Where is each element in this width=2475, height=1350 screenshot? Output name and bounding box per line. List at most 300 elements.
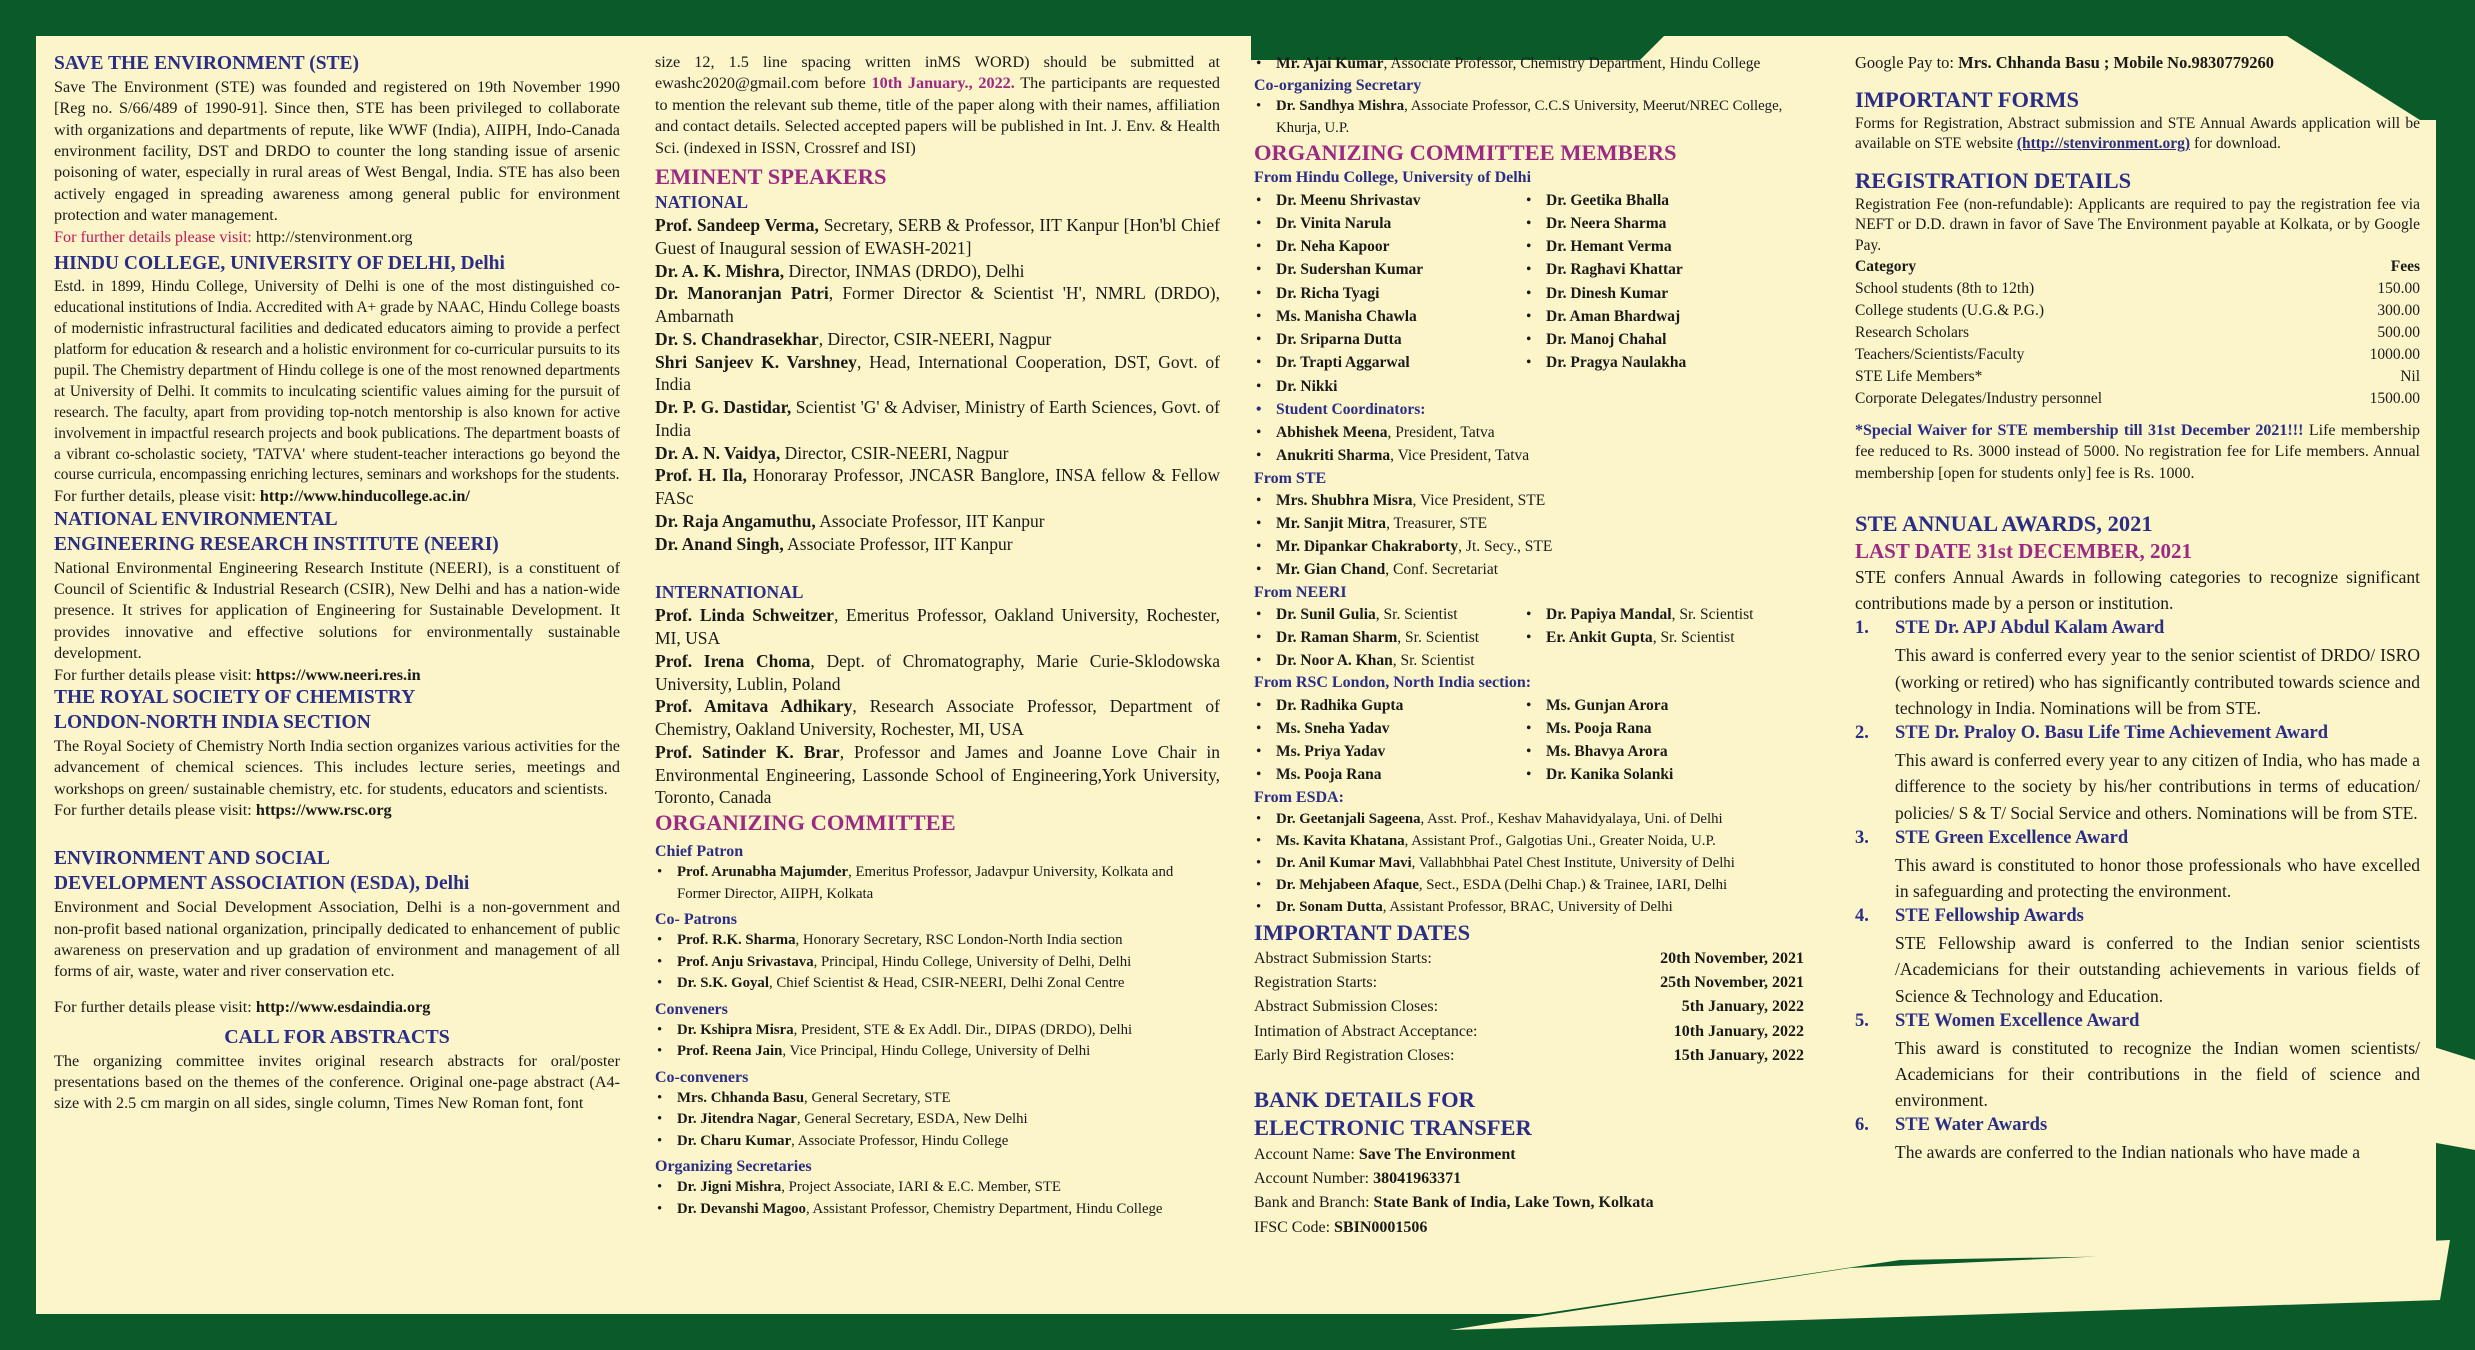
member-name: Dr. Pragya Naulakha (1546, 354, 1687, 372)
member-name: Dr. Devanshi Magoo (677, 1200, 806, 1217)
award-number: 4. (1855, 906, 1869, 927)
member-name: Dr. Geetika Bhalla (1546, 191, 1670, 209)
speaker-entry (655, 328, 1220, 351)
member-name: Dr. Jitendra Nagar (677, 1111, 797, 1128)
list-item (1254, 874, 1814, 896)
rsc-body: The Royal Society of Chemistry North India section organizes various activities for the advancement of chemical sciences. This includes lecture series, meetings and workshops on green/ sustainable chemistry, etc. for students, educators and scientists. (54, 736, 620, 798)
award-title (1855, 1009, 2420, 1035)
bank-row (1254, 1167, 1814, 1191)
member-name: Dr. Noor A. Khan (1276, 652, 1393, 670)
member-name: Dr. Sriparna Dutta (1276, 331, 1402, 348)
bank-value: 38041963371 (1373, 1169, 1462, 1187)
group-title: Organizing Secretaries (655, 1158, 812, 1176)
speaker-name: Prof. Irena Choma (655, 650, 811, 671)
list-item (1254, 212, 1524, 235)
list-item (655, 862, 1220, 905)
awards-list (1855, 616, 2420, 1165)
list-item (1254, 852, 1814, 874)
member-name: Prof. Anju Srivastava (677, 953, 814, 970)
member-name: Anukriti Sharma (1276, 447, 1391, 465)
cfa-deadline: 10th January., 2022. (871, 74, 1015, 93)
award-name: STE Women Excellence Award (1895, 1010, 2140, 1031)
member-list (1254, 489, 1814, 582)
hindu-body: Estd. in 1899, Hindu College, University of Delhi is one of the most distinguished co-educational institutions of India. Accredited with A+ grade by NAAC, Hindu College boasts of modernistic infrastructural facilities and dedicated educators aiming to provide a perfect platform for education & research and a holistic environment for co-curricular pursuits to its pupil. The Chemistry department of Hindu college is one of the most renowned departments at University of Delhi. It commits to inculcating scientific values aiming for the pursuit of research. The faculty, apart from providing top-notch mentorship is also known for active involvement in impactful research projects and book publications. The department boasts of a vibrant co-scholastic society, 'TATVA' where student-teacher interactions go beyond the course curricula, encompassing enriching lectures, seminars and workshops for the students. (54, 277, 620, 484)
member-name: Dr. Dinesh Kumar (1546, 284, 1669, 302)
neeri-sub: From NEERI (1254, 583, 1347, 601)
group-title: Co-conveners (655, 1068, 749, 1086)
list-item (1254, 189, 1524, 212)
speaker-desc: Honoraray Professor, JNCASR Banglore, INSA fellow & Fellow FASc (655, 465, 1220, 509)
award-body: This award is constituted to honor those professionals who have excelled in safeguarding and protecting the environment. (1895, 854, 2420, 901)
fee-row (1855, 344, 2420, 366)
group-list (655, 1088, 1220, 1152)
list-item (655, 1177, 1220, 1198)
fee-category: Teachers/Scientists/Faculty (1855, 346, 2025, 364)
list-item (655, 1088, 1220, 1109)
award-number: 6. (1855, 1115, 1869, 1136)
member-name: Prof. Arunabha Majumder (677, 864, 849, 881)
fee-amount: 150.00 (2377, 280, 2420, 298)
list-item (655, 1020, 1220, 1041)
member-name: Dr. Sudershan Kumar (1276, 261, 1424, 279)
awards-title: STE ANNUAL AWARDS, 2021 (1855, 510, 2153, 536)
list-item: • Mr. Ajai Kumar, Associate Professor, Chemistry Department, Hindu College (1254, 52, 1814, 75)
speaker-desc: Scientist 'G' & Adviser, Ministry of Earth Sciences, Govt. of India (655, 397, 1221, 440)
member-name: Ms. Gunjan Arora (1546, 696, 1669, 714)
list-item (1254, 717, 1524, 740)
member-desc: , Sect., ESDA (Delhi Chap.) & Trainee, IARI, Delhi (1418, 877, 1728, 894)
cfa-title: CALL FOR ABSTRACTS (224, 1026, 450, 1049)
rsc-title-1: THE ROYAL SOCIETY OF CHEMISTRY (54, 686, 416, 708)
member-name: Ms. Manisha Chawla (1276, 307, 1417, 325)
speaker-name: Prof. Satinder K. Brar (655, 741, 840, 762)
rsc-title-2: LONDON-NORTH INDIA SECTION (54, 711, 371, 733)
list-item (1254, 740, 1524, 763)
group-title: Co- Patrons (655, 911, 737, 929)
list-item (655, 973, 1220, 994)
member-desc: , Sr. Scientist (1392, 652, 1475, 670)
member-name: Dr. Sunil Gulia (1276, 605, 1376, 623)
hindu-more: For further details, please visit: http://www.hinducollege.ac.in/ (54, 487, 470, 506)
ocm-title: ORGANIZING COMMITTEE MEMBERS (1254, 140, 1677, 166)
member-name: Dr. S.K. Goyal (677, 975, 769, 992)
group-list (655, 1177, 1220, 1220)
esda-more: For further details please visit: http://www.esdaindia.org (54, 997, 431, 1016)
fee-category: Corporate Delegates/Industry personnel (1855, 390, 2103, 408)
member-desc: , Honorary Secretary, RSC London-North India section (795, 932, 1123, 949)
member-desc: , Vice Principal, Hindu College, University of Delhi (782, 1043, 1091, 1060)
reg-body: Registration Fee (non-refundable): Applicants are required to pay the registration fee via NEFT or D.D. drawn in favor of Save The Environment payable at Kolkata, or by Google Pay. (1855, 195, 2420, 254)
hindu-sub: From Hindu College, University of Delhi (1254, 169, 1532, 187)
member-name: Mrs. Shubhra Misra (1276, 491, 1413, 509)
list-item (1254, 305, 1524, 328)
member-name: Dr. Papiya Mandal (1546, 605, 1672, 623)
bank-row (1254, 1191, 1814, 1215)
student-title: • Student Coordinators: (1254, 398, 1814, 421)
reg-title: REGISTRATION DETAILS (1855, 167, 2132, 193)
bank-details (1254, 1143, 1814, 1240)
list-item (1254, 603, 1524, 626)
date-row (1254, 995, 1804, 1019)
fee-amount: 1000.00 (2369, 346, 2420, 364)
list-item (655, 1131, 1220, 1152)
member-desc: , Principal, Hindu College, University of Delhi, Delhi (813, 953, 1132, 970)
member-name: Dr. Charu Kumar (677, 1132, 792, 1149)
member-desc: , Jt. Secy., STE (1458, 538, 1553, 556)
fee-row (1855, 366, 2420, 388)
member-name: Dr. Vinita Narula (1276, 214, 1392, 232)
fee-amount: 300.00 (2377, 302, 2420, 320)
speaker-name: Shri Sanjeev K. Varshney (655, 351, 857, 372)
award-body: This award is conferred every year to any citizen of India, who has made a difference to the society by his/her contributions in terms of education/ policies/ S & T/ Social Service and others. Nominations will be from STE. (1895, 750, 2420, 823)
list-item (1254, 235, 1524, 258)
speaker-entry (655, 351, 1220, 397)
award-body: STE Fellowship award is conferred to the Indian senior scientists /Academicians for their outstanding achievements in various fields of Science & Technology and Education. (1895, 933, 2420, 1006)
member-list (1254, 189, 1524, 398)
national-title: NATIONAL (655, 192, 749, 212)
list-item (1524, 189, 1814, 212)
eminent-title: EMINENT SPEAKERS (655, 163, 887, 189)
speaker-entry (655, 214, 1220, 260)
group-title: Chief Patron (655, 843, 744, 861)
date-value: 20th November, 2021 (1660, 949, 1804, 967)
list-item (1524, 258, 1814, 281)
member-name: Ms. Kavita Khatana (1276, 832, 1405, 849)
speaker-entry (655, 650, 1220, 696)
group-list (655, 930, 1220, 994)
fee-amount: Nil (2400, 368, 2420, 386)
member-name: Dr. Neera Sharma (1546, 214, 1667, 232)
speaker-name: Prof. Sandeep Verma, (655, 215, 819, 236)
fee-row (1855, 300, 2420, 322)
group-list (655, 862, 1220, 905)
column-1 (54, 52, 620, 1115)
date-value: 25th November, 2021 (1660, 974, 1804, 992)
fee-amount: 500.00 (2377, 324, 2420, 342)
speaker-entry (655, 741, 1220, 809)
org-committee-title: ORGANIZING COMMITTEE (655, 810, 956, 836)
award-name: STE Dr. APJ Abdul Kalam Award (1895, 618, 2165, 639)
esda-title-2: DEVELOPMENT ASSOCIATION (ESDA), Delhi (54, 873, 470, 895)
list-item (1254, 375, 1524, 398)
speaker-desc: Director, CSIR-NEERI, Nagpur (780, 442, 1009, 463)
member-desc: , Emeritus Professor, Jadavpur University, Kolkata and Former Director, AIIPH, Kolkata (677, 864, 1174, 902)
fees-table (1855, 256, 2420, 410)
ste-link[interactable]: http://stenvironment.org (255, 227, 413, 246)
speaker-desc: , Emeritus Professor, Oakland University, Rochester, MI, USA (655, 605, 1220, 649)
list-item (655, 930, 1220, 951)
ste-more: For further details please visit: http://stenvironment.org (54, 227, 413, 246)
list-item (1524, 740, 1814, 763)
award-body: This award is constituted to recognize the Indian women scientists/ Academicians for their contributions in the field of science and environment. (1895, 1037, 2420, 1111)
member-name: Dr. Raghavi Khattar (1546, 261, 1683, 279)
ste-sub: From STE (1254, 469, 1327, 487)
speaker-entry (655, 533, 1220, 556)
member-desc: , General Secretary, ESDA, New Delhi (796, 1111, 1028, 1128)
org-committee-groups (655, 841, 1220, 1220)
member-name: Dr. Kshipra Misra (677, 1021, 794, 1038)
date-value: 15th January, 2022 (1673, 1047, 1804, 1064)
award-title (1855, 1113, 2420, 1139)
speaker-entry (655, 510, 1220, 533)
speaker-entry (655, 282, 1220, 328)
speaker-name: Dr. S. Chandrasekhar (655, 328, 819, 349)
hindu-title: HINDU COLLEGE, UNIVERSITY OF DELHI, Delhi (54, 252, 505, 274)
speaker-name: Dr. Anand Singh, (655, 533, 784, 554)
date-value: 5th January, 2022 (1681, 998, 1804, 1016)
rsc-members (1254, 694, 1814, 787)
date-label: Abstract Submission Starts: (1254, 949, 1432, 967)
member-name: Dr. Neha Kapoor (1276, 238, 1390, 255)
member-name: Ms. Priya Yadav (1276, 743, 1386, 761)
member-desc: , Assistant Professor, Chemistry Department, Hindu College (805, 1200, 1163, 1217)
column-2 (655, 52, 1220, 1220)
speaker-name: Dr. P. G. Dastidar, (655, 397, 792, 418)
bank-title-2: ELECTRONIC TRANSFER (1254, 1115, 1532, 1141)
hindu-link[interactable]: http://www.hinducollege.ac.in/ (259, 487, 470, 506)
bank-label: Bank and Branch: (1254, 1194, 1374, 1212)
member-list (1254, 808, 1814, 919)
award-name: STE Green Excellence Award (1895, 827, 2129, 848)
ste-title: SAVE THE ENVIRONMENT (STE) (54, 53, 360, 74)
member-name: Prof. R.K. Sharma (677, 932, 796, 949)
international-speakers (655, 604, 1220, 809)
fee-category: School students (8th to 12th) (1855, 280, 2035, 298)
last-date: LAST DATE 31st DECEMBER, 2021 (1855, 538, 2193, 563)
member-desc: , Asst. Prof., Keshav Mahavidyalaya, Uni. of Delhi (1420, 810, 1723, 827)
speaker-desc: Associate Professor, IIT Kanpur (783, 533, 1013, 554)
list-item (1524, 235, 1814, 258)
award-body: The awards are conferred to the Indian nationals who have made a (1895, 1142, 2361, 1163)
member-name: Ms. Sneha Yadav (1276, 719, 1390, 737)
list-item (1254, 808, 1814, 830)
member-name: Mr. Sanjit Mitra (1276, 514, 1387, 532)
list-item (1254, 258, 1524, 281)
list-item (1524, 282, 1814, 305)
list-item (1524, 763, 1814, 786)
esda-body: Environment and Social Development Association, Delhi is a non-government and non-profit based national organization, principally dedicated to enhancement of public awareness on preservation and up gradation of environment and management of all forms of air, waste, water and river conservation etc. (54, 898, 620, 981)
member-desc: , Project Associate, IARI & E.C. Member, STE (781, 1179, 1061, 1196)
speaker-name: Prof. Linda Schweitzer (655, 605, 834, 626)
member-name: Mrs. Chhanda Basu (677, 1089, 805, 1106)
bank-value: SBIN0001506 (1334, 1218, 1428, 1236)
rsc-link[interactable]: https://www.rsc.org (255, 801, 392, 819)
speaker-desc: Director, INMAS (DRDO), Delhi (784, 260, 1025, 281)
neeri-members (1254, 603, 1814, 673)
list-item: • Dr. Sandhya Mishra, Associate Professor, C.C.S University, Meerut/NREC College, Khurja, U.P. (1254, 96, 1814, 139)
bank-value: Save The Environment (1358, 1145, 1516, 1163)
award-title (1855, 904, 2420, 930)
member-name: Dr. Anil Kumar Mavi (1276, 855, 1412, 872)
list-item (1254, 763, 1524, 786)
list-item (1254, 649, 1524, 672)
fee-row (1855, 388, 2420, 410)
award-number: 1. (1855, 618, 1869, 639)
award-title (1855, 616, 2420, 642)
member-list (1524, 189, 1814, 398)
list-item (1254, 444, 1814, 467)
member-name: Dr. Trapti Aggarwal (1276, 354, 1410, 372)
list-item (1524, 694, 1814, 717)
fee-category: College students (U.G.& P.G.) (1855, 302, 2045, 320)
member-name: Dr. Mehjabeen Afaque (1276, 877, 1419, 894)
ste-website-link[interactable]: (http://stenvironment.org) (2016, 135, 2191, 153)
list-item (655, 952, 1220, 973)
list-item (1254, 421, 1814, 444)
hindu-members (1254, 189, 1814, 398)
fee-amount: 1500.00 (2369, 390, 2420, 408)
neeri-more: For further details please visit: https://www.neeri.res.in (54, 665, 421, 684)
award-name: STE Dr. Praloy O. Basu Life Time Achievement Award (1895, 723, 2329, 744)
international-title: INTERNATIONAL (655, 582, 804, 603)
member-desc: , President, Tatva (1387, 424, 1495, 441)
member-name: Dr. Sonam Dutta (1276, 899, 1383, 916)
member-name: Dr. Raman Sharm (1276, 628, 1398, 646)
list-item (1254, 328, 1524, 351)
list-item (655, 1041, 1220, 1062)
esda-link[interactable]: http://www.esdaindia.org (255, 997, 431, 1016)
member-name: Dr. Hemant Verma (1546, 238, 1672, 255)
member-desc: , Vallabhbhai Patel Chest Institute, University of Delhi (1411, 855, 1735, 872)
member-desc: , Vice President, Tatva (1390, 447, 1530, 465)
fee-category: Research Scholars (1855, 324, 1970, 342)
member-name: Dr. Richa Tyagi (1276, 284, 1380, 302)
member-name: Dr. Radhika Gupta (1276, 696, 1404, 714)
member-name: Mr. Gian Chand (1276, 561, 1386, 579)
national-speakers (655, 214, 1220, 555)
award-number: 2. (1855, 723, 1869, 744)
member-list (1254, 421, 1814, 468)
column-4 (1855, 52, 2420, 1166)
speaker-name: Dr. A. N. Vaidya, (655, 442, 781, 463)
list-item (1524, 212, 1814, 235)
member-name: Ms. Pooja Rana (1276, 766, 1382, 784)
speaker-entry (655, 604, 1220, 650)
speaker-desc: , Head, International Cooperation, DST, Govt. of India (655, 351, 1220, 395)
forms-title: IMPORTANT FORMS (1855, 86, 2080, 112)
list-item (1254, 512, 1814, 535)
speaker-desc: , Research Associate Professor, Department of Chemistry, Oakland University, Rochester, MI, USA (655, 696, 1220, 740)
member-desc: , Assistant Prof., Galgotias Uni., Greater Noida, U.P. (1404, 832, 1716, 849)
fee-row (1855, 278, 2420, 300)
list-item (1524, 717, 1814, 740)
date-row (1254, 971, 1804, 995)
speaker-entry (655, 442, 1220, 465)
member-name: Dr. Jigni Mishra (677, 1179, 782, 1196)
fee-row (1855, 322, 2420, 344)
list-item (1254, 489, 1814, 512)
member-list (1524, 694, 1814, 787)
group-title: Conveners (655, 1000, 728, 1018)
award-name: STE Fellowship Awards (1895, 906, 2084, 927)
member-desc: , Vice President, STE (1412, 491, 1546, 509)
cfa-body: The organizing committee invites original research abstracts for oral/poster presentations based on the themes of the conference. Original one-page abstract (A4-size with 2.5 cm margin on all sides, single column, Times New Roman font, font (54, 1051, 620, 1113)
fee-category: STE Life Members* (1855, 368, 1983, 386)
date-row (1254, 947, 1804, 971)
speaker-name: Dr. Raja Angamuthu, (655, 510, 816, 531)
member-name: Dr. Meenu Shrivastav (1276, 191, 1421, 209)
list-item (1524, 351, 1814, 374)
bank-label: IFSC Code: (1254, 1218, 1335, 1236)
list-item (1254, 626, 1524, 649)
speaker-name: Prof. Amitava Adhikary (655, 696, 853, 717)
column-3 (1254, 52, 1814, 1240)
rsc-more: For further details please visit: https://www.rsc.org (54, 801, 392, 819)
member-desc: , General Secretary, STE (804, 1089, 951, 1106)
member-desc: , President, STE & Ex Addl. Dir., DIPAS (DRDO), Delhi (793, 1021, 1133, 1038)
member-desc: , Associate Professor, Hindu College (791, 1132, 1009, 1149)
speaker-desc: , Dept. of Chromatography, Marie Curie-Sklodowska University, Lublin, Poland (655, 650, 1220, 694)
date-label: Abstract Submission Closes: (1254, 998, 1439, 1016)
speaker-entry (655, 464, 1220, 510)
award-title (1855, 826, 2420, 852)
date-row (1254, 1020, 1804, 1044)
list-item (1524, 305, 1814, 328)
list-item (1524, 328, 1814, 351)
award-title (1855, 721, 2420, 747)
member-desc: , Assistant Professor, BRAC, University of Delhi (1382, 899, 1673, 916)
member-desc: , Sr. Scientist (1671, 605, 1754, 623)
speaker-entry (655, 260, 1220, 283)
awards-intro: STE confers Annual Awards in following categories to recognize significant contributions made by a person or institution. (1855, 566, 2420, 614)
member-desc: , Sr. Scientist (1652, 628, 1735, 646)
member-name: Dr. Aman Bhardwaj (1546, 307, 1681, 325)
award-number: 3. (1855, 827, 1869, 848)
list-item (1254, 535, 1814, 558)
list-item (655, 1199, 1220, 1220)
speaker-desc: Associate Professor, IIT Kanpur (815, 510, 1045, 531)
award-body: This award is conferred every year to the senior scientist of DRDO/ ISRO (working or retired) who has significantly contributed towards science and technology in India. Nominations will be from STE. (1895, 645, 2420, 718)
member-name: Abhishek Meena (1276, 424, 1388, 441)
group-list (655, 1020, 1220, 1063)
member-name: Prof. Reena Jain (677, 1043, 783, 1060)
member-desc: , Conf. Secretariat (1385, 561, 1499, 579)
dates-title: IMPORTANT DATES (1254, 919, 1471, 945)
member-desc: , Sr. Scientist (1397, 628, 1480, 646)
forms-body: Forms for Registration, Abstract submission and STE Annual Awards application will be available on STE website (http://stenvironment.org) for download. (1855, 114, 2420, 153)
bank-label: Account Name: (1254, 1145, 1359, 1163)
speaker-name: Dr. Manoranjan Patri (655, 283, 829, 304)
neeri-title-2: ENGINEERING RESEARCH INSTITUTE (NEERI) (54, 533, 499, 555)
member-name: Dr. Nikki (1276, 377, 1338, 395)
date-label: Intimation of Abstract Acceptance: (1254, 1022, 1478, 1040)
speaker-desc: , Former Director & Scientist 'H', NMRL (DRDO), Ambarnath (655, 283, 1220, 327)
member-desc: , Treasurer, STE (1386, 514, 1488, 532)
list-item (1254, 351, 1524, 374)
rsc-sub: From RSC London, North India section: (1254, 674, 1532, 692)
neeri-link[interactable]: https://www.neeri.res.in (255, 665, 421, 684)
esda-title-1: ENVIRONMENT AND SOCIAL (54, 848, 330, 870)
list-item (1254, 694, 1524, 717)
bank-title-1: BANK DETAILS FOR (1254, 1087, 1475, 1113)
member-list (1254, 603, 1524, 673)
neeri-title-1: NATIONAL ENVIRONMENTAL (54, 508, 338, 530)
date-label: Early Bird Registration Closes: (1254, 1047, 1455, 1064)
member-desc: , Sr. Scientist (1375, 605, 1458, 623)
date-row (1254, 1044, 1804, 1068)
list-item (1254, 558, 1814, 581)
member-name: Dr. Geetanjali Sageena (1276, 810, 1421, 827)
member-desc: , Chief Scientist & Head, CSIR-NEERI, Delhi Zonal Centre (768, 975, 1125, 992)
bank-value: State Bank of India, Lake Town, Kolkata (1373, 1194, 1654, 1212)
member-list (1524, 603, 1814, 673)
list-item (1524, 603, 1814, 626)
list-item (1254, 896, 1814, 918)
speaker-name: Dr. A. K. Mishra, (655, 260, 785, 281)
ste-body: Save The Environment (STE) was founded and registered on 19th November 1990 [Reg no. S/66/489 of 1990-91]. Since then, STE has been privileged to collaborate with organizations and departments of repute, like WWF (India), AIIPH, Indo-Canada environment facility, DST and DRDO to counter the long standing issue of arsenic poisoning of water, especially in rural areas of West Bengal, India. STE has also been actively engaged in spreading awareness among general public for environment protection and water management. (54, 77, 620, 225)
speaker-entry (655, 396, 1220, 442)
waiver: *Special Waiver for STE membership till 31st December 2021!!! Life membership fee reduced to Rs. 3000 instead of 5000. No registration fee for Life members. Annual membership [open for students only] fee is Rs. 1000. (1855, 422, 2421, 482)
